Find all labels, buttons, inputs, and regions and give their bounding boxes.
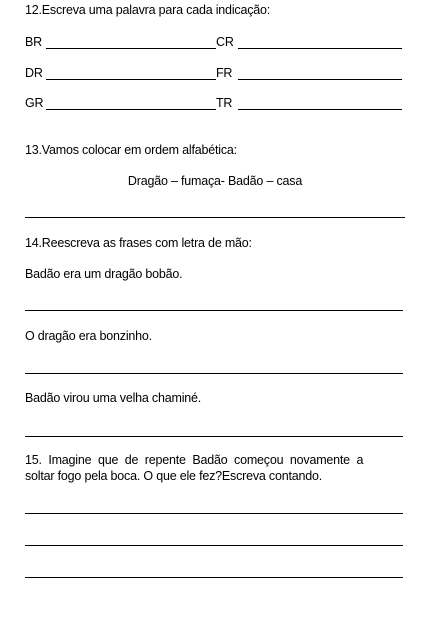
answer-line-cr[interactable] (238, 48, 402, 49)
answer-line-br[interactable] (46, 48, 216, 49)
answer-line-sentence-3[interactable] (25, 436, 403, 437)
prefix-tr-label: TR (216, 96, 233, 110)
word-list: Dragão – fumaça- Badão – casa (127, 174, 303, 188)
answer-line-sentence-1[interactable] (25, 310, 403, 311)
sentence-1: Badão era um dragão bobão. (25, 267, 183, 281)
sentence-2: O dragão era bonzinho. (25, 329, 152, 343)
prefix-cr-label: CR (216, 35, 234, 49)
prefix-dr-label: DR (25, 66, 43, 80)
answer-line-sentence-2[interactable] (25, 373, 403, 374)
question-15-line-2: soltar fogo pela boca. O que ele fez?Escreva contando. (25, 469, 323, 483)
question-13-title: 13.Vamos colocar em ordem alfabética: (25, 143, 237, 157)
answer-line-dr[interactable] (46, 79, 216, 80)
answer-line-q15-2[interactable] (25, 545, 403, 546)
prefix-gr-label: GR (25, 96, 44, 110)
question-12-title: 12.Escreva uma palavra para cada indicação: (25, 3, 271, 17)
answer-line-q15-1[interactable] (25, 513, 403, 514)
answer-line-q13[interactable] (25, 217, 405, 218)
prefix-fr-label: FR (216, 66, 233, 80)
question-15-line-1: 15. Imagine que de repente Badão começou novamente a (25, 453, 364, 467)
answer-line-tr[interactable] (238, 109, 402, 110)
answer-line-gr[interactable] (46, 109, 216, 110)
sentence-3: Badão virou uma velha chaminé. (25, 391, 202, 405)
answer-line-q15-3[interactable] (25, 577, 403, 578)
prefix-br-label: BR (25, 35, 42, 49)
answer-line-fr[interactable] (238, 79, 402, 80)
question-14-title: 14.Reescreva as frases com letra de mão: (25, 236, 252, 250)
